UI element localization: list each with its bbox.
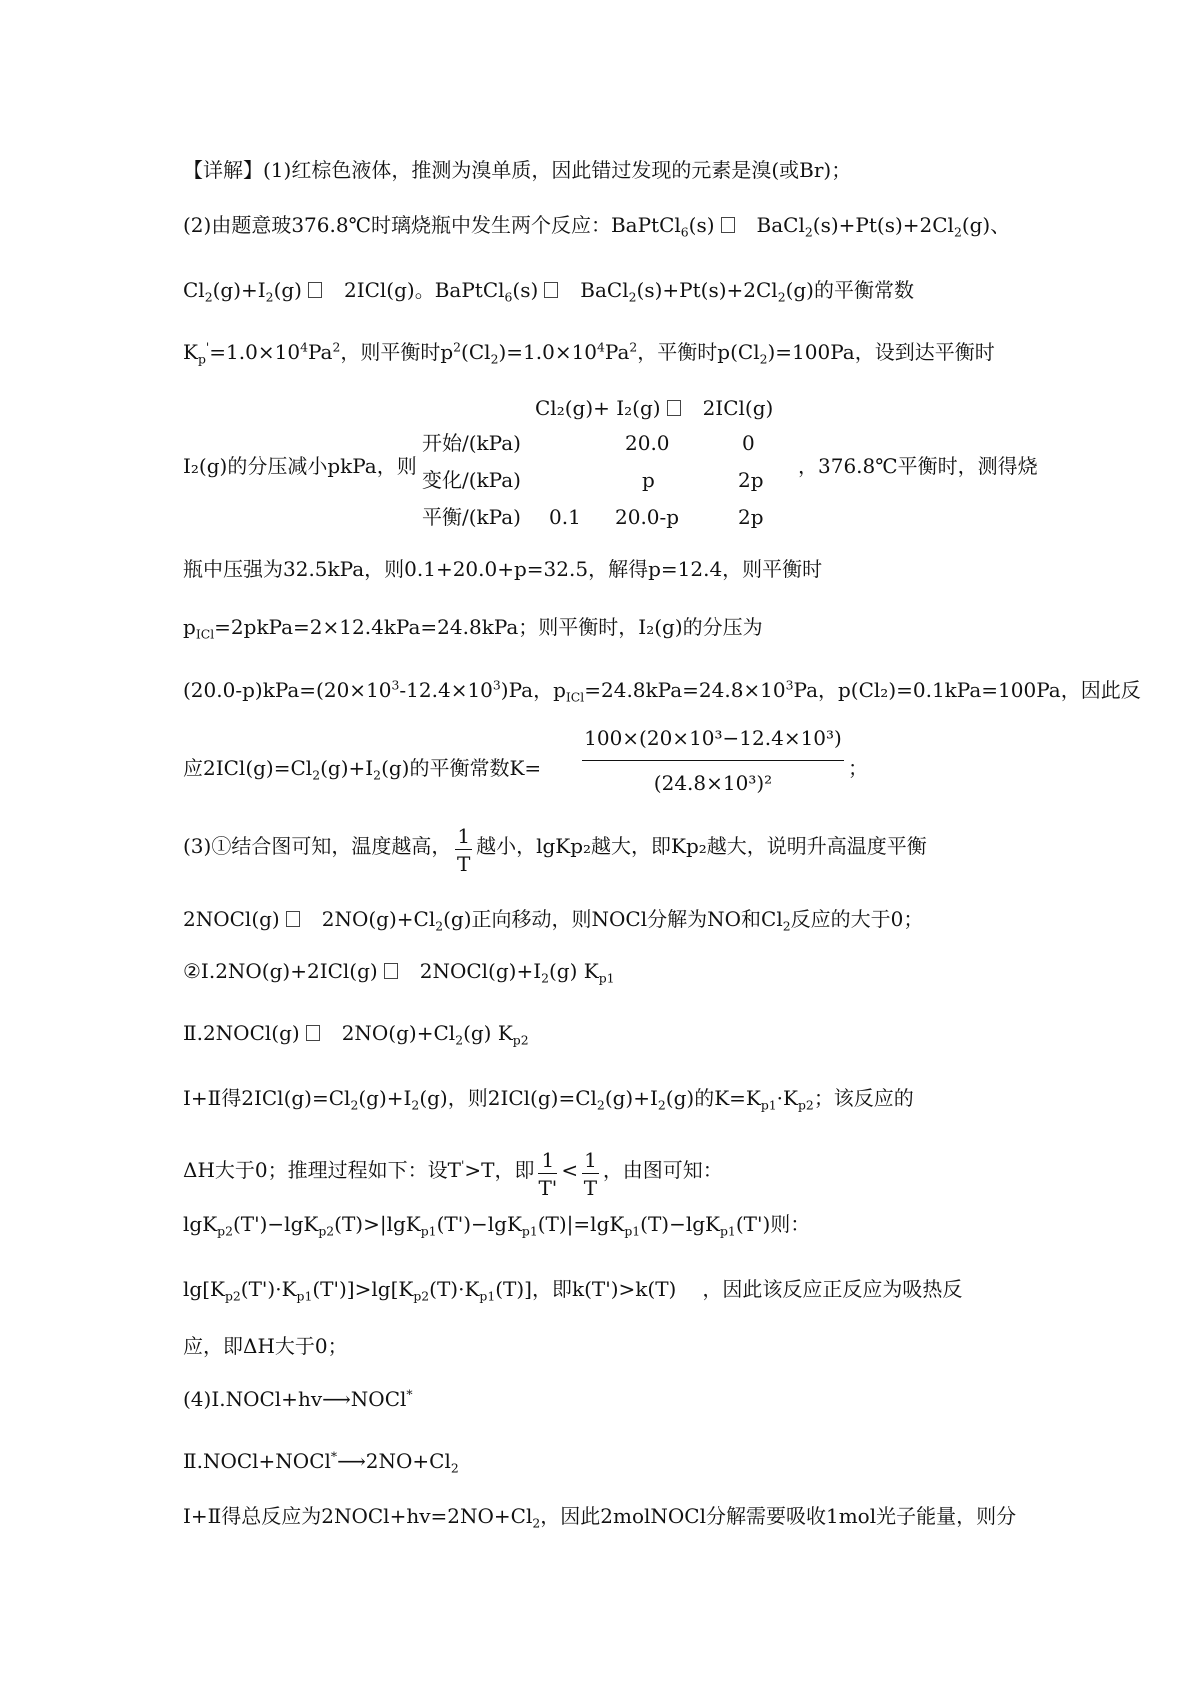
line-19: (4)Ⅰ.NOCl+hv⟶NOCl* — [183, 1386, 413, 1411]
line-6: 瓶中压强为32.5kPa，则0.1+20.0+p=32.5，解得p=12.4，则平衡时 — [183, 557, 823, 581]
line-16: lgK$_{p2}$(T')−lgK$_{p2}$(T)>|lgK$_{p1}$(T')−lgK$_{p1}$(T)|=lgK$_{p1}$(T)−lgK$_{p1}$(T')则： — [183, 1212, 811, 1239]
line-5-right: ，376.8℃平衡时，测得烧 — [798, 454, 1038, 478]
fraction-denominator: (24.8×10³)² — [653, 771, 773, 795]
fraction-one-over-t-prime: $\frac{1}{T'}$ — [538, 1148, 558, 1200]
table-cell: p — [642, 468, 655, 492]
reversible-arrow-icon — [384, 963, 398, 979]
line-1: 【详解】(1)红棕色液体，推测为溴单质，因此错过发现的元素是溴(或Br)； — [183, 158, 852, 182]
line-15: ΔH大于0；推理过程如下：设T'>T，即 $\frac{1}{T'}$ < $\frac{1}{T}$ ，由图可知： — [183, 1148, 723, 1200]
reversible-arrow-icon — [721, 217, 735, 233]
line-5-left: I₂(g)的分压减小pkPa，则 — [183, 454, 417, 478]
line-9: 应$2ICl(g)=Cl_2(g)+I_2(g)$的平衡常数K= — [183, 756, 542, 783]
line-3: $Cl_2(g)+I_2(g)$ 2ICl(g)。BaPtCl$_6$(s) $BaCl_2(s)+Pt(s)+2Cl_2(g)$的平衡常数 — [183, 278, 914, 305]
table-row-label: 开始/(kPa) — [422, 431, 521, 455]
table-cell: 2p — [738, 468, 764, 492]
line-18: 应，即ΔH大于0； — [183, 1334, 348, 1358]
line-21: Ⅰ+Ⅱ得总反应为$2NOCl+hv=2NO+Cl_2$，因此2molNOCl分解需要吸收1mol光子能量，则分 — [183, 1504, 1017, 1531]
reversible-arrow-icon — [667, 400, 681, 416]
table-cell: 20.0 — [625, 431, 670, 455]
line-14: Ⅰ+Ⅱ得$2ICl(g)=Cl_2(g)+I_2(g)$，则$2ICl(g)=Cl_2(g)+I_2(g)$的$K=K_{p1}\cdot K_{p2}$；该反应的 — [183, 1086, 914, 1113]
line-9-end: ； — [848, 756, 868, 780]
reversible-arrow-icon — [306, 1025, 320, 1041]
line-20: $Ⅱ.NOCl+NOCl^*⟶2NO+Cl_2$ — [183, 1448, 459, 1476]
line-11: 2NOCl(g) $2NO(g)+Cl_2(g)$正向移动，则NOCl分解为NO和$Cl_2$反应的大于0； — [183, 907, 924, 934]
line-10: (3)①结合图可知，温度越高， $\frac{1}{T}$ 越小，lgKp₂越大，即Kp₂越大，说明升高温度平衡 — [183, 824, 927, 876]
table-row-label: 变化/(kPa) — [422, 468, 521, 492]
equilibrium-constant-fraction — [582, 726, 844, 795]
table-cell: 0 — [742, 431, 755, 455]
fraction-one-over-t: $\frac{1}{T}$ — [583, 1148, 598, 1200]
line-2: (2)由题意玻376.8℃时璃烧瓶中发生两个反应：BaPtCl$_6$(s) $BaCl_2(s)+Pt(s)+2Cl_2(g)$、 — [183, 213, 1011, 240]
table-row-label: 平衡/(kPa) — [422, 505, 521, 529]
table-cell: 0.1 — [549, 505, 581, 529]
line-7: $p_{ICl}=2pkPa=2\times 12.4kPa=24.8kPa$；则平衡时，I₂(g)的分压为 — [183, 615, 763, 642]
line-13: Ⅱ.2NOCl(g) $2NO(g)+Cl_2(g)$ $K_{p2}$ — [183, 1021, 529, 1048]
reversible-arrow-icon — [308, 282, 322, 298]
table-header: Cl₂(g)+ I₂(g) 2ICl(g) — [535, 396, 774, 420]
table-cell: 2p — [738, 505, 764, 529]
reversible-arrow-icon — [286, 911, 300, 927]
line-12: ②Ⅰ.2NO(g)+2ICl(g) $2NOCl(g)+I_2(g)$ $K_{p1}$ — [183, 959, 615, 986]
table-cell: 20.0-p — [615, 505, 680, 529]
fraction-numerator: 100×(20×10³−12.4×10³) — [582, 726, 844, 761]
line-4: $K_p'=1.0\times 10^4Pa^2$，则平衡时$p^2(Cl_2)=1.0\times 10^4Pa^2$，平衡时$p(Cl_2)=100Pa$，设到达平衡时 — [183, 339, 995, 367]
line-17: $\lg[K_{p2}(T')\cdot K_{p1}(T')]>\lg[K_{p2}(T)\cdot K_{p1}(T)]$，即k(T')>k(T) ，因此该反应正反应为吸热反 — [183, 1277, 963, 1304]
reversible-arrow-icon — [544, 282, 558, 298]
fraction-one-over-t: $\frac{1}{T}$ — [457, 824, 471, 876]
line-8: $(20.0-p)kPa=(20\times 10^3-12.4\times 10^3)Pa$，$p_{ICl}=24.8kPa=24.8\times 10^3Pa$，p(Cl₂)=0.1kPa=100Pa，因此反 — [183, 677, 1141, 705]
